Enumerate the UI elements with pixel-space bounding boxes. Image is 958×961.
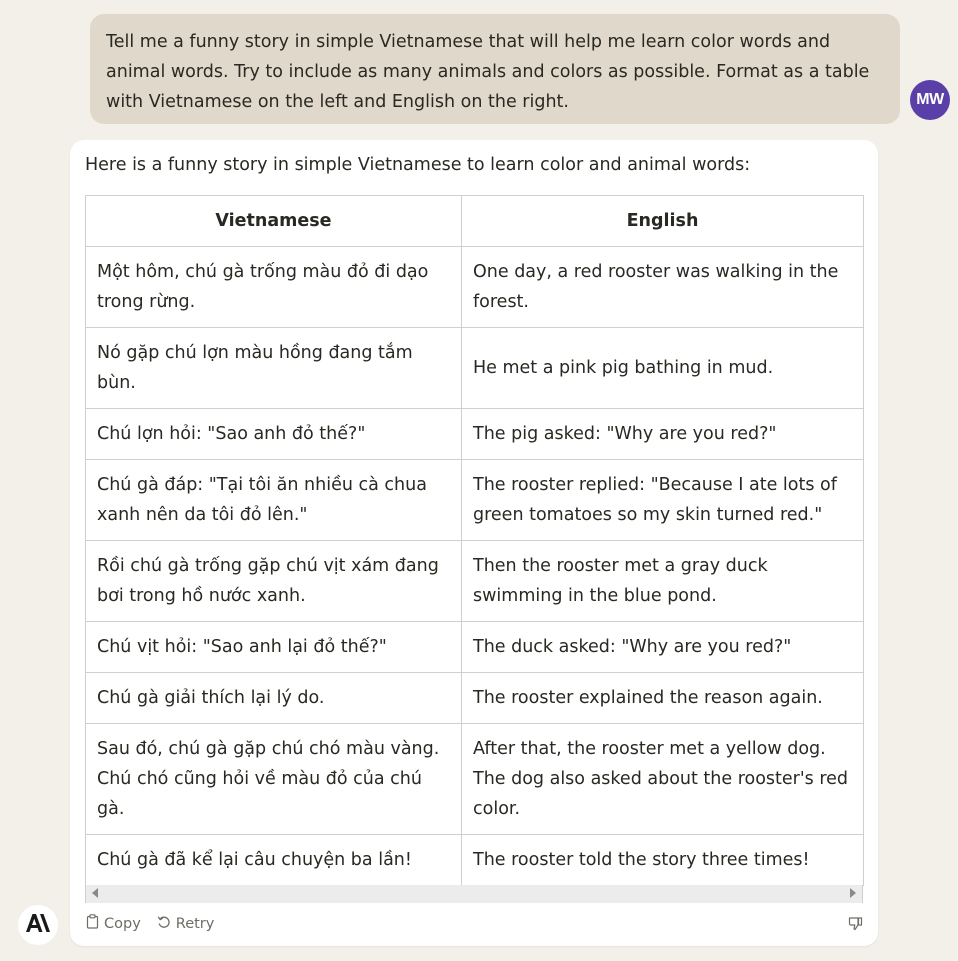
table-cell-english: After that, the rooster met a yellow dog. The dog also asked about the rooster's red color.	[462, 724, 864, 835]
table-cell-vietnamese: Rồi chú gà trống gặp chú vịt xám đang bơi trong hồ nước xanh.	[86, 541, 462, 622]
table-cell-english: Then the rooster met a gray duck swimming in the blue pond.	[462, 541, 864, 622]
table-cell-english: The rooster explained the reason again.	[462, 673, 864, 724]
thumbs-down-button[interactable]	[846, 916, 864, 934]
assistant-message-card	[70, 140, 878, 946]
thumbs-down-icon	[848, 916, 863, 935]
retry-icon	[157, 915, 171, 933]
table-cell-vietnamese: Chú lợn hỏi: "Sao anh đỏ thế?"	[86, 409, 462, 460]
assistant-avatar	[18, 905, 58, 945]
table-header-vietnamese: Vietnamese	[86, 196, 462, 247]
table-row	[86, 835, 864, 886]
message-actions	[86, 914, 214, 933]
clipboard-icon	[86, 914, 99, 933]
table-cell-english: One day, a red rooster was walking in the forest.	[462, 247, 864, 328]
table-row	[86, 328, 864, 409]
table-cell-vietnamese: Nó gặp chú lợn màu hồng đang tắm bùn.	[86, 328, 462, 409]
user-avatar-initials: MW	[916, 91, 944, 108]
table-header-english: English	[462, 196, 864, 247]
table-cell-vietnamese: Một hôm, chú gà trống màu đỏ đi dạo trong rừng.	[86, 247, 462, 328]
user-message-text: Tell me a funny story in simple Vietnamese that will help me learn color words and animal words. Try to include as many animals and colors as possible. Format as a table with Vietnamese on the left and English on the right.	[106, 32, 870, 112]
table-cell-vietnamese: Sau đó, chú gà gặp chú chó màu vàng. Chú chó cũng hỏi về màu đỏ của chú gà.	[86, 724, 462, 835]
scroll-right-arrow-icon[interactable]	[850, 888, 856, 898]
table-cell-english: The duck asked: "Why are you red?"	[462, 622, 864, 673]
assistant-intro-text: Here is a funny story in simple Vietnamese to learn color and animal words:	[85, 155, 751, 175]
table-cell-vietnamese: Chú gà đáp: "Tại tôi ăn nhiều cà chua xanh nên da tôi đỏ lên."	[86, 460, 462, 541]
table-row	[86, 622, 864, 673]
table-row	[86, 247, 864, 328]
table-row	[86, 541, 864, 622]
anthropic-logo-icon	[26, 914, 50, 936]
table-row	[86, 724, 864, 835]
story-table-wrapper	[85, 195, 863, 886]
retry-button[interactable]	[157, 915, 215, 933]
table-cell-english: He met a pink pig bathing in mud.	[462, 328, 864, 409]
table-cell-vietnamese: Chú vịt hỏi: "Sao anh lại đỏ thế?"	[86, 622, 462, 673]
table-header-row	[86, 196, 864, 247]
table-row	[86, 673, 864, 724]
story-table	[85, 195, 864, 886]
retry-label: Retry	[175, 915, 215, 932]
copy-button[interactable]	[86, 914, 141, 933]
user-avatar	[910, 80, 950, 120]
table-cell-english: The rooster told the story three times!	[462, 835, 864, 886]
table-horizontal-scrollbar[interactable]	[85, 885, 863, 903]
table-cell-english: The rooster replied: "Because I ate lots of green tomatoes so my skin turned red."	[462, 460, 864, 541]
table-row	[86, 460, 864, 541]
user-message-bubble	[90, 14, 900, 124]
table-cell-vietnamese: Chú gà giải thích lại lý do.	[86, 673, 462, 724]
table-cell-english: The pig asked: "Why are you red?"	[462, 409, 864, 460]
copy-label: Copy	[104, 915, 141, 932]
table-row	[86, 409, 864, 460]
scroll-left-arrow-icon[interactable]	[92, 888, 98, 898]
table-cell-vietnamese: Chú gà đã kể lại câu chuyện ba lần!	[86, 835, 462, 886]
